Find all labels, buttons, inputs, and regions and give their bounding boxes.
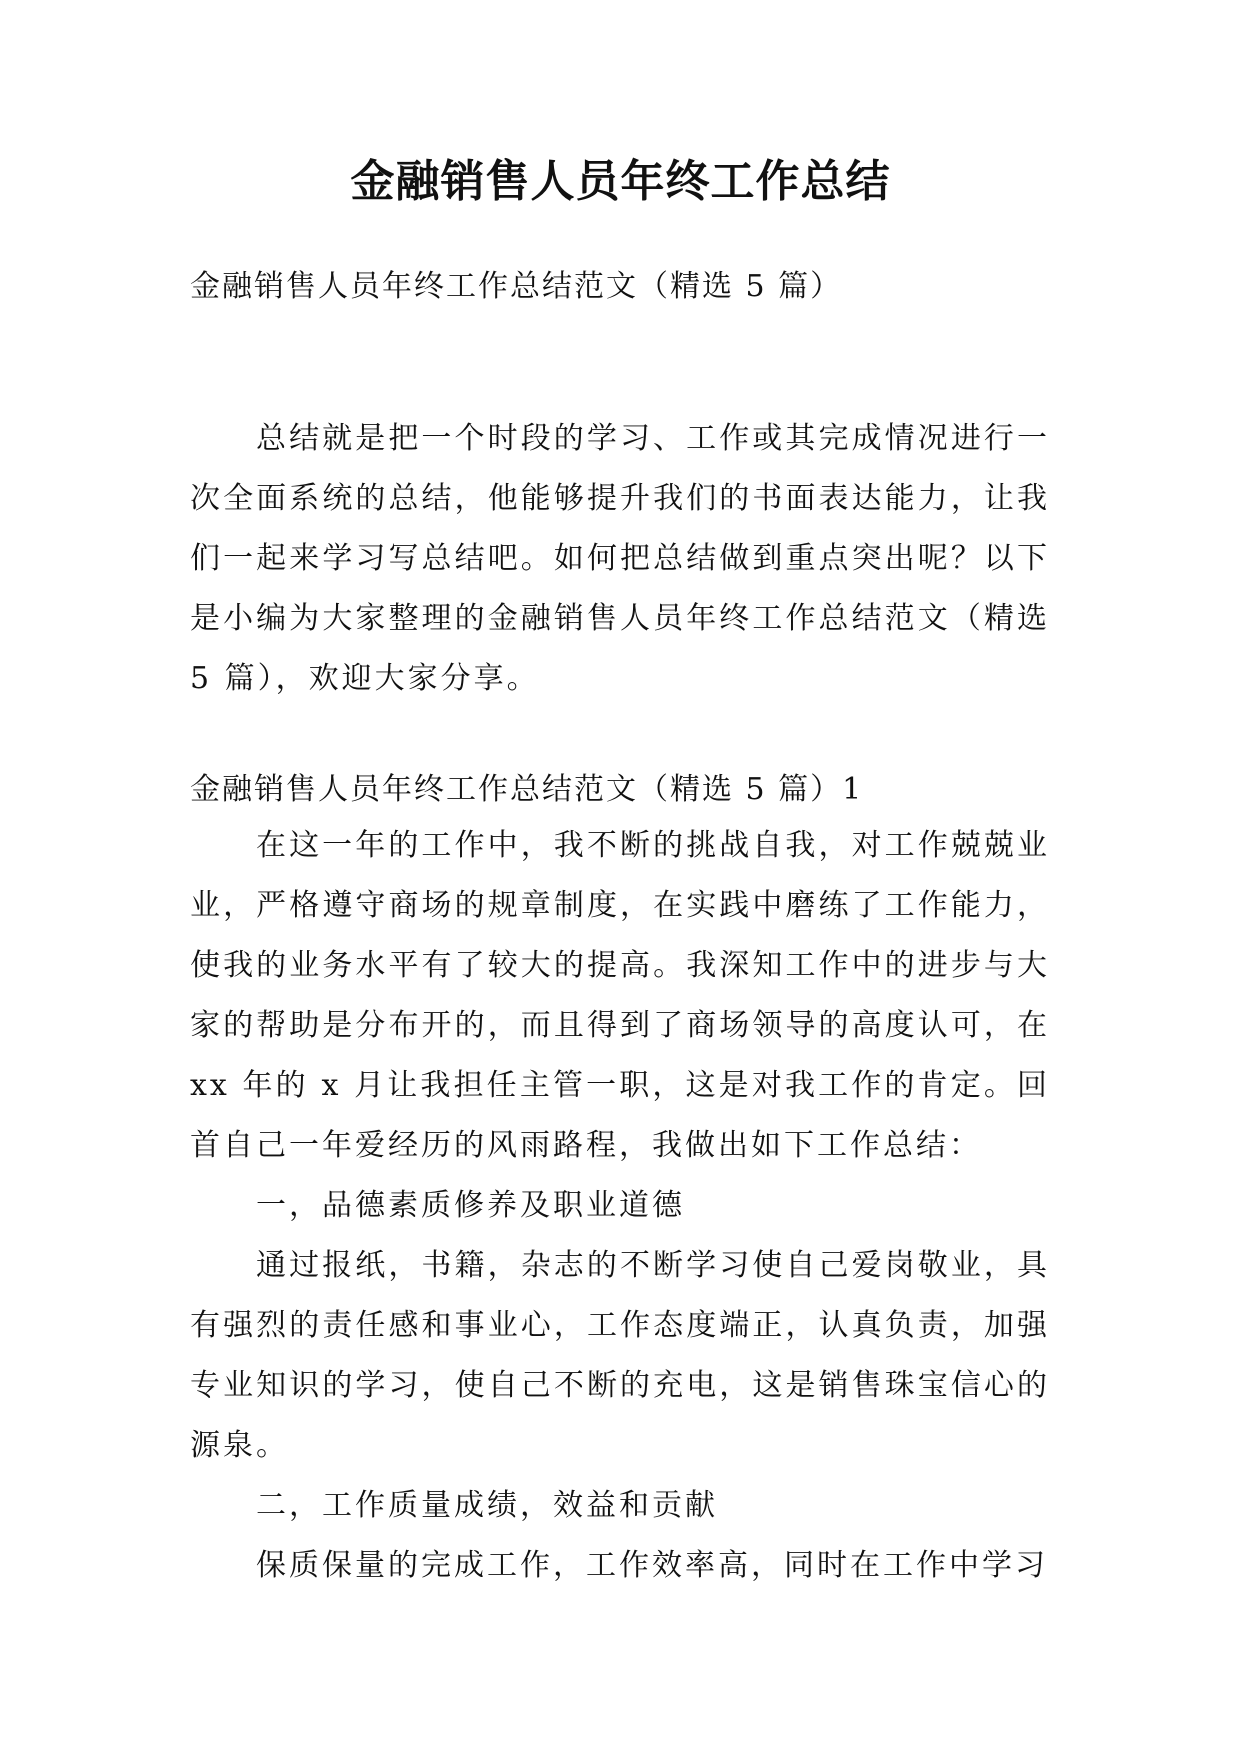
intro-paragraph: 总结就是把一个时段的学习、工作或其完成情况进行一次全面系统的总结，他能够提升我们的书面表达能力，让我们一起来学习写总结吧。如何把总结做到重点突出呢？以下是小编为大家整理的金融销售人员年终工作总结范文（精选5 篇），欢迎大家分享。 [190,421,1050,696]
section-1-subheading-quality: 一，品德素质修养及职业道德 [256,1188,685,1223]
section-1-heading: 金融销售人员年终工作总结范文（精选 5 篇）1 [190,772,864,807]
section-1-paragraph: 在这一年的工作中，我不断的挑战自我，对工作兢兢业业，严格遵守商场的规章制度，在实践中磨练了工作能力，使我的业务水平有了较大的提高。我深知工作中的进步与大家的帮助是分布开的，而且得到了商场领导的高度认可，在 xx 年的 x 月让我担任主管一职，这是对我工作的肯定。回首自己一年爱经历的风雨路程，我做出如下工作总结： [190,828,1050,1163]
section-1-subheading-performance: 二，工作质量成绩，效益和贡献 [256,1488,718,1523]
section-1-paragraph: 通过报纸，书籍，杂志的不断学习使自己爱岗敬业，具有强烈的责任感和事业心，工作态度端正，认真负责，加强专业知识的学习，使自己不断的充电，这是销售珠宝信心的源泉。 [190,1248,1050,1463]
section-1-paragraph: 保质保量的完成工作，工作效率高，同时在工作中学习 [256,1548,1048,1583]
section-1 [190,764,1050,1596]
document-subtitle: 金融销售人员年终工作总结范文（精选 5 篇） [190,269,843,304]
document-title: 金融销售人员年终工作总结 [350,156,891,207]
intro-section [190,409,1050,709]
